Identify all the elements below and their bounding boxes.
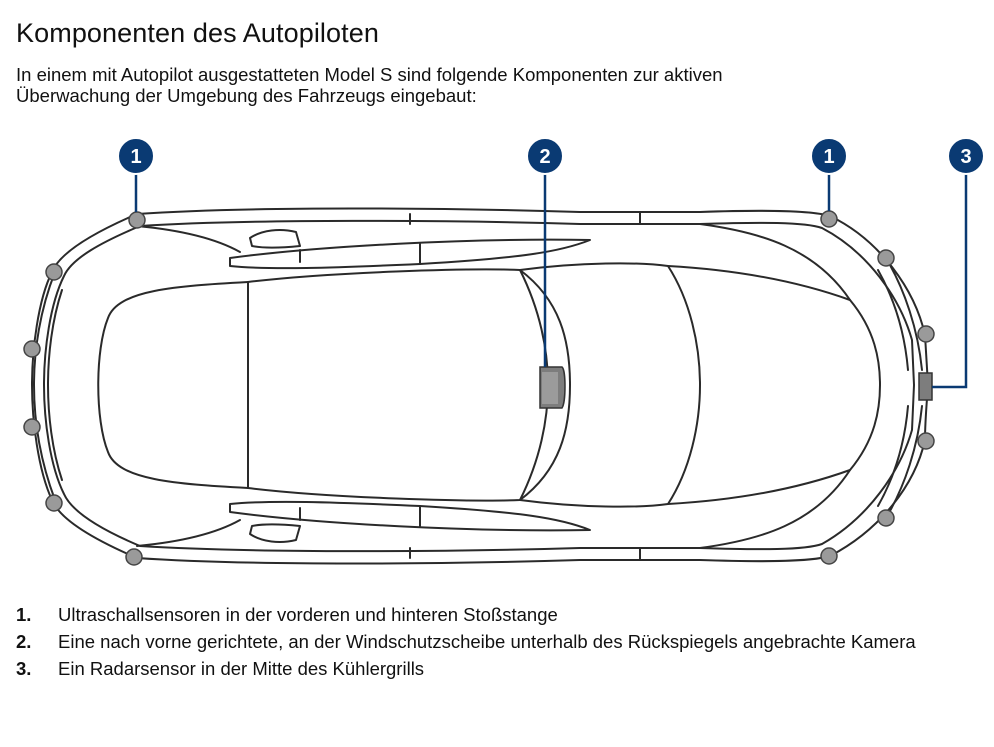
car-outline [32, 209, 928, 564]
ultrasonic-sensors [24, 211, 934, 565]
intro-line-2: Überwachung der Umgebung des Fahrzeugs eingebaut: [16, 85, 477, 106]
legend-item [16, 630, 956, 653]
sensor-rear-2 [878, 250, 894, 266]
sensor-front-2 [46, 264, 62, 280]
sensor-front-1 [129, 212, 145, 228]
intro-line-1: In einem mit Autopilot ausgestatteten Model S sind folgende Komponenten zur aktiven [16, 64, 723, 85]
sensor-rear-6 [821, 548, 837, 564]
sensor-front-6 [126, 549, 142, 565]
intro-text [16, 64, 956, 106]
sensor-front-4 [24, 419, 40, 435]
sensor-front-5 [46, 495, 62, 511]
callout-label-1-rear: 1 [823, 146, 835, 168]
sensor-rear-4 [918, 433, 934, 449]
legend-number: 3. [16, 658, 32, 679]
callout-label-3: 3 [960, 146, 972, 168]
sensor-rear-5 [878, 510, 894, 526]
callout-badge-1-front [118, 138, 154, 174]
sensor-rear-3 [918, 326, 934, 342]
legend-item [16, 603, 956, 626]
sensor-rear-1 [821, 211, 837, 227]
legend-number: 1. [16, 604, 32, 625]
radar-icon [919, 373, 932, 400]
callout-badge-2 [527, 138, 563, 174]
legend-item [16, 657, 956, 680]
callout-label-1-front: 1 [130, 146, 142, 168]
callout-badge-1-rear [811, 138, 847, 174]
legend-list [16, 603, 956, 684]
legend-text: Ultraschallsensoren in der vorderen und hinteren Stoßstange [58, 604, 558, 625]
callout-lines [136, 172, 966, 387]
page-title: Komponenten des Autopiloten [16, 18, 379, 48]
legend-text: Eine nach vorne gerichtete, an der Windschutzscheibe unterhalb des Rückspiegels angebrachte Kamera [58, 631, 916, 652]
callout-label-2: 2 [539, 146, 551, 168]
sensor-front-3 [24, 341, 40, 357]
car-diagram [0, 120, 994, 590]
callout-badge-3 [948, 138, 984, 174]
legend-text: Ein Radarsensor in der Mitte des Kühlergrills [58, 658, 425, 679]
legend-number: 2. [16, 631, 32, 652]
camera-icon [540, 367, 565, 408]
